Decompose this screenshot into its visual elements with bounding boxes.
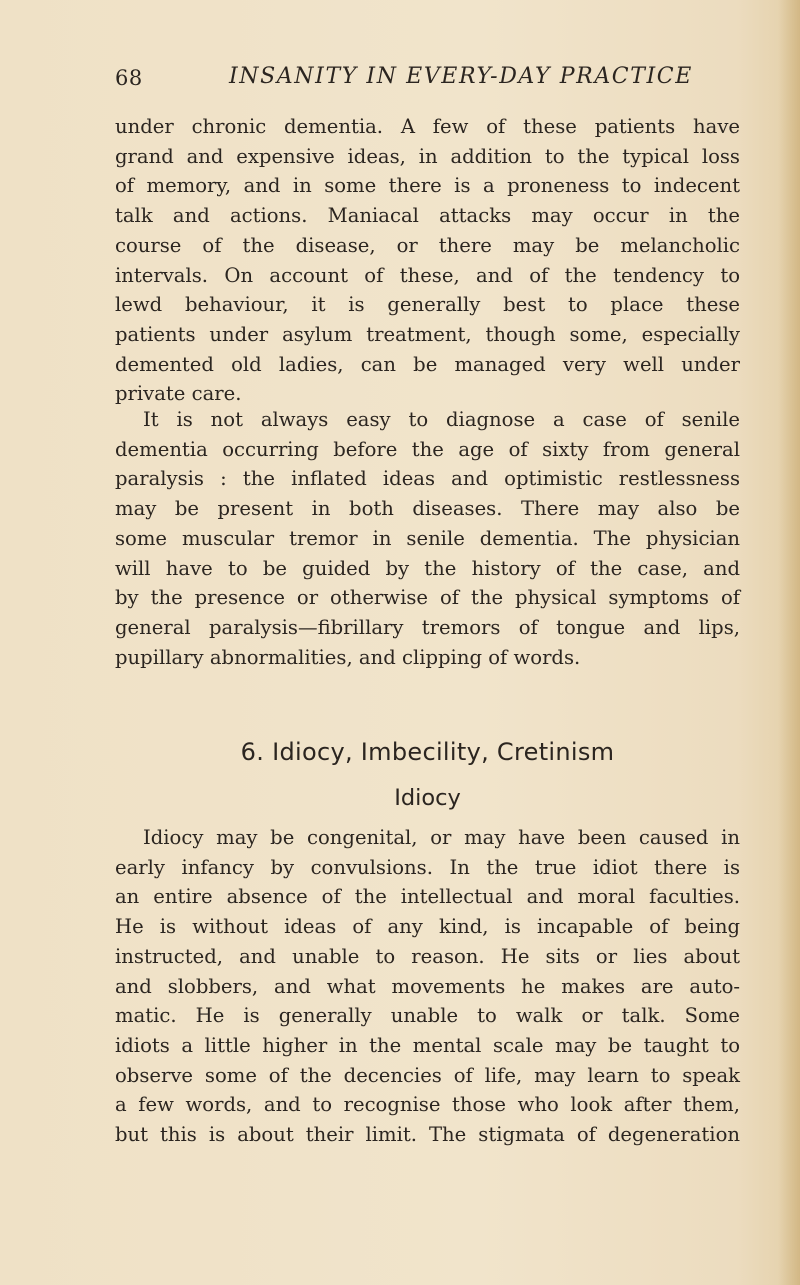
text-line: intervals. On account of these, and of the tendency to (115, 263, 740, 287)
text-line: observe some of the decencies of life, may learn to speak (115, 1063, 740, 1087)
text-line: course of the disease, or there may be melancholic (115, 233, 740, 257)
paragraph-idiocy (115, 823, 740, 1150)
text-line: lewd behaviour, it is generally best to place these (115, 293, 740, 317)
text-line: It is not always easy to diagnose a case of senile (143, 408, 740, 431)
paragraph-senile-dementia (115, 405, 740, 672)
text-line: patients under asylum treatment, though some, especially (115, 322, 740, 346)
text-line: general paralysis—fibrillary tremors of tongue and lips, (115, 615, 740, 639)
page-number: 68 (115, 66, 143, 90)
text-line: may be present in both diseases. There may also be (115, 497, 740, 521)
text-line: grand and expensive ideas, in addition to the typical loss (115, 144, 740, 168)
text-line: a few words, and to recognise those who look after them, (115, 1093, 740, 1117)
text-line: some muscular tremor in senile dementia. The physician (115, 526, 740, 550)
text-line: will have to be guided by the history of the case, and (115, 556, 740, 580)
text-line: dementia occurring before the age of sixty from general (115, 437, 740, 461)
text-line: but this is about their limit. The stigmata of degeneration (115, 1123, 740, 1147)
subsection-heading: Idiocy (394, 785, 461, 811)
text-line: He is without ideas of any kind, is incapable of being (115, 915, 740, 939)
text-line: idiots a little higher in the mental scale may be taught to (115, 1033, 740, 1057)
text-line: early infancy by convulsions. In the true idiot there is (115, 855, 740, 879)
text-line: private care. (115, 382, 242, 406)
text-line: paralysis : the inflated ideas and optimistic restlessness (115, 467, 740, 491)
text-line: by the presence or otherwise of the physical symptoms of (115, 586, 740, 610)
text-line: an entire absence of the intellectual and moral faculties. (115, 885, 740, 909)
text-line: and slobbers, and what movements he makes are auto- (115, 974, 740, 998)
text-line: Idiocy may be congenital, or may have been caused in (143, 826, 740, 849)
running-head (115, 62, 740, 98)
section-heading: 6. Idiocy, Imbecility, Cretinism (240, 738, 615, 766)
running-title: INSANITY IN EVERY-DAY PRACTICE (229, 64, 693, 89)
text-line: of memory, and in some there is a proneness to indecent (115, 174, 740, 198)
text-line: instructed, and unable to reason. He sits or lies about (115, 944, 740, 968)
text-line: matic. He is generally unable to walk or talk. Some (115, 1004, 740, 1028)
text-line: pupillary abnormalities, and clipping of words. (115, 645, 581, 669)
page-edge-shadow (778, 0, 800, 1285)
text-line: talk and actions. Maniacal attacks may occur in the (115, 204, 740, 228)
paragraph-continued (115, 112, 740, 409)
text-line: demented old ladies, can be managed very well under (115, 352, 740, 376)
text-line: under chronic dementia. A few of these patients have (115, 115, 740, 138)
